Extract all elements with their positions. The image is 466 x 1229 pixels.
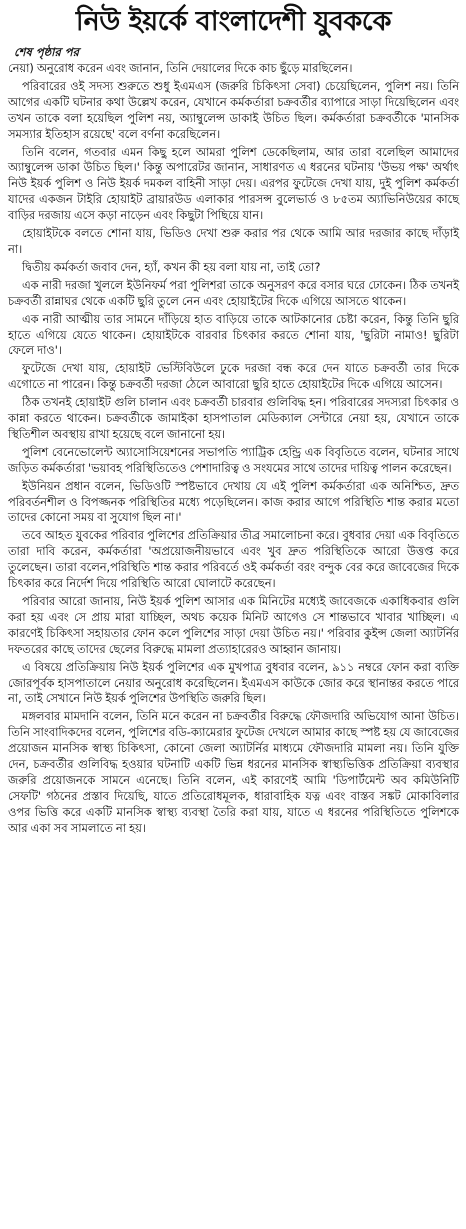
article-paragraph-2: পরিবারের ওই সদস্য শুরুতে শুধু ইএমএস (জরুরি চিকিৎসা সেবা) চেয়েছিলেন, পুলিশ নয়। তিনি আগের একটি ঘটনার কথা উল্লেখ করেন, যেখানে কর্মকর্তারা চক্রবর্তীর ব্যাপারে সাড়া দিয়েছিলেন এবং তখন তাকে বলা হয়েছিল পুলিশ নয়, অ্যাম্বুলেন্স ডাকাই উচিত ছিল। কর্মকর্তারা চক্রবর্তীকে 'মানসিক সমস্যার ইতিহাস রয়েছে' বলে বর্ণনা করেছিলেন। [8, 78, 459, 141]
article-body [8, 61, 459, 837]
article-paragraph-14: এ বিষয়ে প্রতিক্রিয়ায় নিউ ইয়র্ক পুলিশের এক মুখপাত্র বুধবার বলেন, ৯১১ নম্বরে ফোন করা ব্যক্তি জোরপূর্বক হাসপাতালে নেয়ার অনুরোধ করেছিলেন। ইএমএস কাউকে জোর করে স্থানান্তর করতে পারে না, তাই সেখানে নিউ ইয়র্ক পুলিশের উপস্থিতি জরুরি ছিল। [8, 659, 459, 706]
article-paragraph-13: পরিবার আরো জানায়, নিউ ইয়র্ক পুলিশ আসার এক মিনিটের মধ্যেই জাবেজকে একাধিকবার গুলি করা হয় এবং সে প্রায় মারা যাচ্ছিল, অথচ কয়েক মিনিট আগেও সে শান্তভাবে খাবার খাচ্ছিল। এ কারণেই চিকিৎসা সহায়তার ফোন কলে পুলিশের সাড়া দেয়া উচিত নয়।' পরিবার কুইন্স জেলা অ্যাটর্নির দফতরের কাছে তাদের ছেলের বিরুদ্ধে মামলা প্রত্যাহারেরও আহ্বান জানায়। [8, 594, 459, 656]
continuation-label: শেষ পৃষ্ঠার পর [14, 45, 79, 59]
article-paragraph-15: মঙ্গলবার মামদানি বলেন, তিনি মনে করেন না চক্রবর্তীর বিরুদ্ধে ফৌজদারি অভিযোগ আনা উচিত। তিনি সাংবাদিকদের বলেন, পুলিশের বডি-ক্যামেরার ফুটেজ দেখলে আমার কাছে স্পষ্ট হয় যে জাবেজের প্রয়োজন মানসিক স্বাস্থ্য চিকিৎসা, কোনো জেলা অ্যাটর্নির মাধ্যমে ফৌজদারি মামলা নয়। তিনি যুক্তি দেন, চক্রবর্তীর গুলিবিদ্ধ হওয়ার ঘটনাটি একটি ভিন্ন ধরনের মানসিক স্বাস্থ্যভিত্তিক প্রতিক্রিয়া ব্যবস্থার জরুরি প্রয়োজনকে সামনে এনেছে। তিনি বলেন, এই কারণেই আমি 'ডিপার্টমেন্ট অব কমিউনিটি সেফটি' গঠনের প্রস্তাব দিয়েছি, যাতে প্রতিরোধমূলক, ধারাবাহিক যত্ন এবং বাস্তব সঙ্কট মোকাবিলার ওপর ভিত্তি করে একটি মানসিক স্বাস্থ্য ব্যবস্থা তৈরি করা যায়, যাতে এ ধরনের পরিস্থিতিতে পুলিশকে আর একা সব সামলাতে না হয়। [8, 709, 459, 835]
article-paragraph-1: নেয়া) অনুরোধ করেন এবং জানান, তিনি দেয়ালের দিকে কাচ ছুঁড়ে মারছিলেন। [8, 61, 353, 75]
article-headline: নিউ ইয়র্কে বাংলাদেশী যুবককে [75, 6, 392, 37]
article-paragraph-3: তিনি বলেন, গতবার এমন কিছু হলে আমরা পুলিশ ডেকেছিলাম, আর তারা বলেছিল আমাদের অ্যাম্বুলেন্স ডাকা উচিত ছিল।' কিন্তু অপারেটর জানান, সাধারণত এ ধরনের ঘটনায় 'উভয় পক্ষ' অর্থাৎ নিউ ইয়র্ক পুলিশ ও নিউ ইয়র্ক দমকল বাহিনী সাড়া দেয়। এরপর ফুটেজে দেখা যায়, দুই পুলিশ কর্মকর্তা যাদের একজন টাইরি হোয়াইট ব্রায়ারউড এলাকার পারসন্স বুলেভার্ড ও ৮৫তম অ্যাভিনিউয়ের কাছে বাড়ির দরজায় এসে কড়া নাড়েন এবং কিছুটা পিছিয়ে যান। [8, 144, 459, 223]
article-paragraph-8: ফুটেজে দেখা যায়, হোয়াইট ভেস্টিবিউলে ঢুকে দরজা বন্ধ করে দেন যাতে চক্রবর্তী তার দিকে এগোতে না পারেন। কিন্তু চক্রবর্তী দরজা ঠেলে আবারো ছুরি হাতে হোয়াইটের দিকে এগিয়ে আসেন। [8, 361, 459, 392]
article-paragraph-5: দ্বিতীয় কর্মকর্তা জবাব দেন, হ্যাঁ, কখন কী হয় বলা যায় না, তাই তো? [22, 259, 321, 274]
article-paragraph-11: ইউনিয়ন প্রধান বলেন, ভিডিওটি স্পষ্টভাবে দেখায় যে এই পুলিশ কর্মকর্তারা এক অনিশ্চিত, দ্রুত পরিবর্তনশীল ও বিপজ্জনক পরিস্থিতির মধ্যে পড়েছিলেন। কাজ করার আগে পরিস্থিতি শান্ত করার মতো তাদের কোনো সময় বা সুযোগ ছিল না।' [8, 478, 459, 525]
article-paragraph-10: পুলিশ বেনেভোলেন্ট অ্যাসোসিয়েশনের সভাপতি প্যাট্রিক হেন্ড্রি এক বিবৃতিতে বলেন, ঘটনার সাথে জড়িত কর্মকর্তারা 'ভয়াবহ পরিস্থিতিতেও পেশাদারিত্ব ও সংযমের সাথে তাদের দায়িত্ব পালন করেছেন। [8, 444, 459, 475]
article-paragraph-4: হোয়াইটকে বলতে শোনা যায়, ভিডিও দেখা শুরু করার পর থেকে আমি আর দরজার কাছে দাঁড়াই না। [8, 226, 459, 256]
article-paragraph-9: ঠিক তখনই হোয়াইট গুলি চালান এবং চক্রবর্তী চারবার গুলিবিদ্ধ হন। পরিবারের সদস্যরা চিৎকার ও কান্না করতে থাকেন। চক্রবর্তীকে জামাইকা হাসপাতাল মেডিক্যাল সেন্টারে নেয়া হয়, যেখানে তাকে স্থিতিশীল অবস্থায় রাখা হয়েছে বলে জানানো হয়। [8, 395, 459, 441]
article-paragraph-12: তবে আহত যুবকের পরিবার পুলিশের প্রতিক্রিয়ার তীব্র সমালোচনা করে। বুধবার দেয়া এক বিবৃতিতে তারা দাবি করেন, কর্মকর্তারা 'অপ্রয়োজনীয়ভাবে এবং খুব দ্রুত পরিস্থিতিকে আরো উত্তপ্ত করে তুলেছেন। তারা বলেন,পরিস্থিতি শান্ত করার পরিবর্তে ওই কর্মকর্তা বরং বন্দুক বের করে জাবেজের দিকে চিৎকার করে নির্দেশ দিয়ে পরিস্থিতি আরো ঘোলাটে করেছেন। [8, 528, 459, 591]
article-paragraph-7: এক নারী আত্মীয় তার সামনে দাঁড়িয়ে হাত বাড়িয়ে তাকে আটকানোর চেষ্টা করেন, কিন্তু তিনি ছুরি হাতে এগিয়ে যেতে থাকেন। হোয়াইটকে বারবার চিৎকার করতে শোনা যায়, 'ছুরিটা নামাও! ছুরিটা ফেলে দাও'। [8, 311, 459, 358]
article-paragraph-6: এক নারী দরজা খুললে ইউনিফর্ম পরা পুলিশরা তাকে অনুসরণ করে বসার ঘরে ঢোকেন। ঠিক তখনই চক্রবর্তী রান্নাঘর থেকে একটি ছুরি তুলে নেন এবং হোয়াইটের দিকে এগিয়ে আসতে থাকেন। [8, 277, 459, 308]
